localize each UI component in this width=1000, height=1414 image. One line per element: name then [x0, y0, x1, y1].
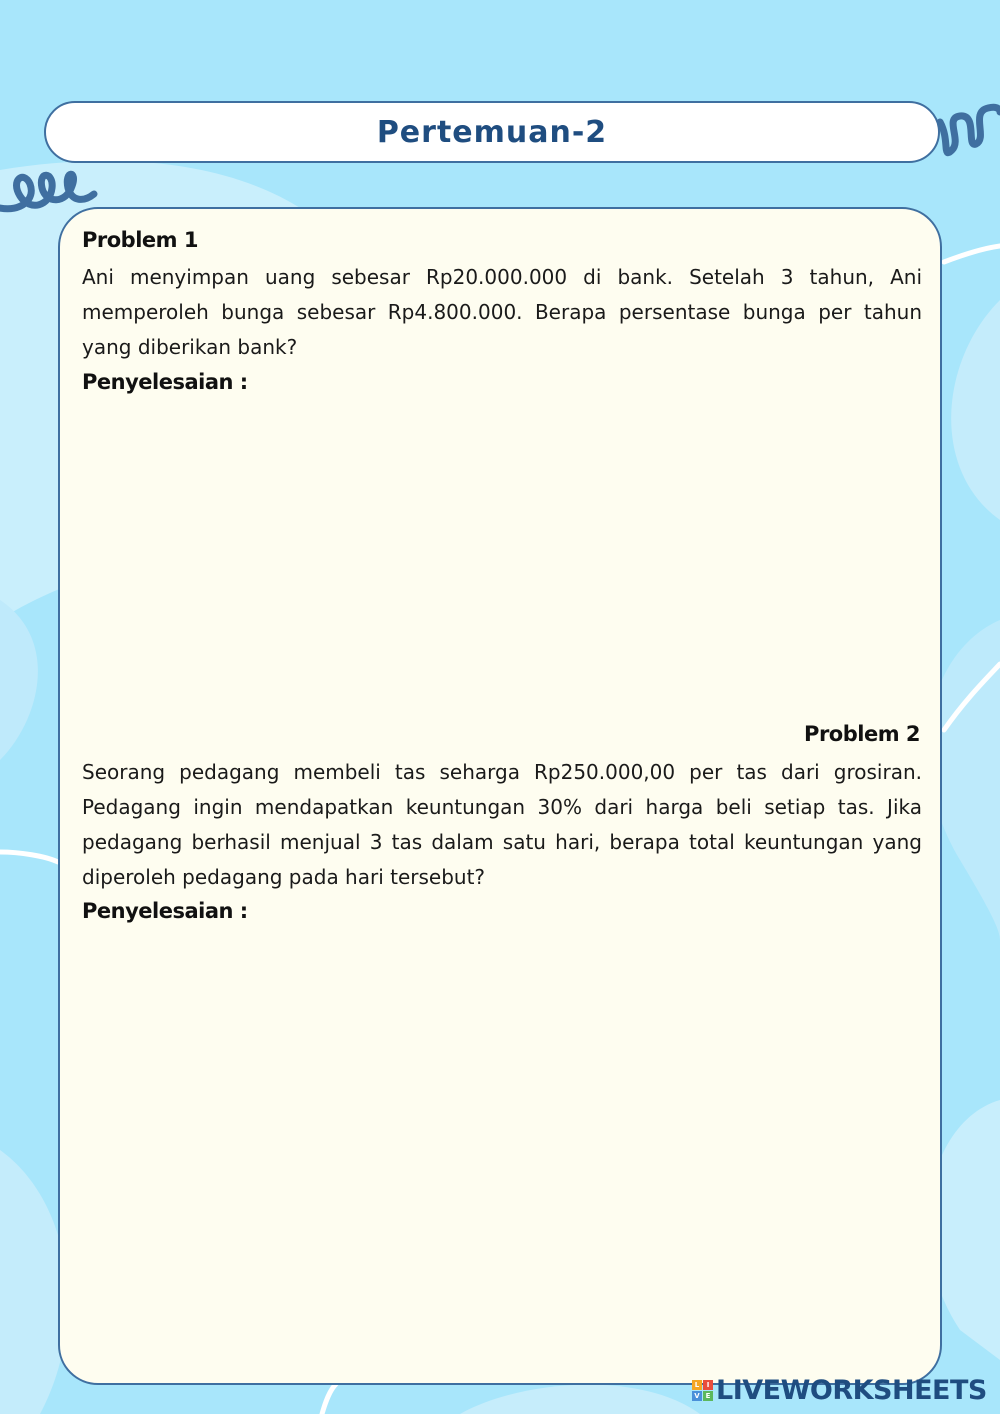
liveworksheets-brand-text: LIVEWORKSHEETS [716, 1375, 987, 1406]
problem-1-solution-label: Penyelesaian : [82, 370, 248, 394]
problem-2-solution-label: Penyelesaian : [82, 899, 248, 923]
liveworksheets-logo-icon: L I V E [692, 1380, 713, 1401]
title-bar [44, 101, 940, 163]
worksheet-card [58, 207, 942, 1385]
liveworksheets-logo [692, 1375, 987, 1406]
problem-1-heading: Problem 1 [82, 228, 198, 252]
problem-2-heading: Problem 2 [804, 722, 920, 746]
page-title: Pertemuan-2 [376, 114, 608, 150]
problem-2-text: Seorang pedagang membeli tas seharga Rp250.000,00 per tas dari grosiran. Pedagang ingin mendapatkan keuntungan 30% dari harga beli setiap tas. Jika pedagang berhasil menjual 3 tas dalam satu hari, berapa total keuntungan yang diperoleh pedagang pada hari tersebut? [82, 760, 922, 889]
problem-1-text: Ani menyimpan uang sebesar Rp20.000.000 di bank. Setelah 3 tahun, Ani memperoleh bunga sebesar Rp4.800.000. Berapa persentase bunga per tahun yang diberikan bank? [82, 265, 922, 359]
